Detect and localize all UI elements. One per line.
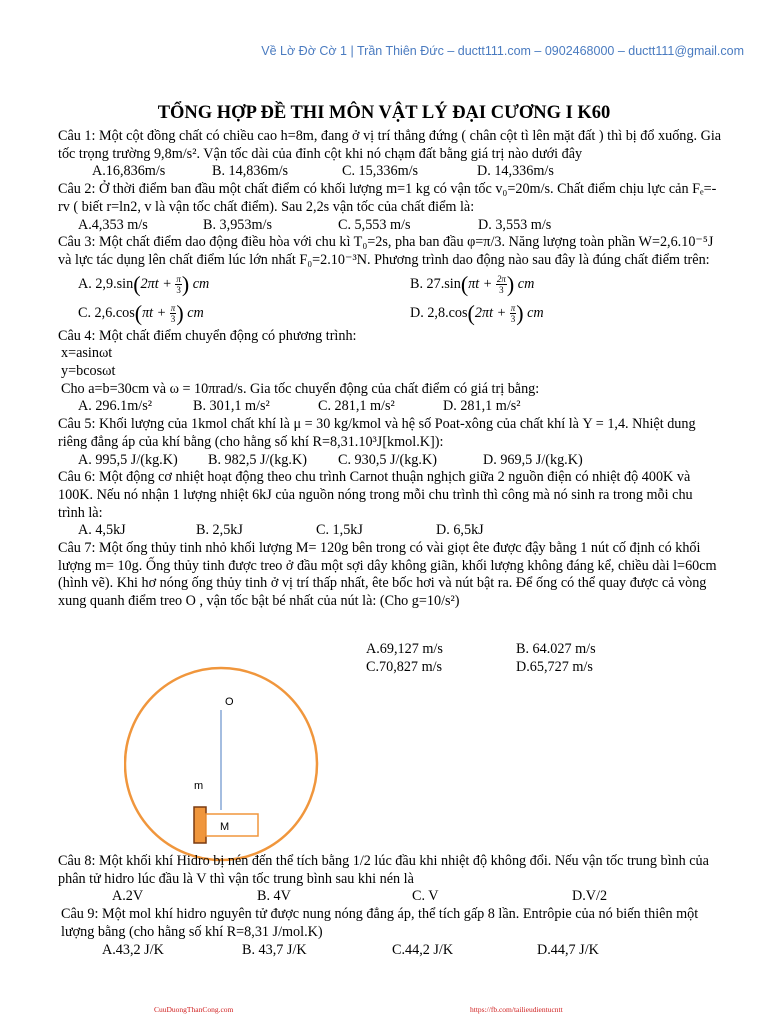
option-d: D. 969,5 J/(kg.K)	[483, 451, 583, 468]
question-7-text: Câu 7: Một ống thủy tinh nhỏ khối lượng M= 120g bên trong có vài giọt ête được đậy bằng 1 nút cố định có khối lượng m= 10g. Ống thủy tinh được treo ở đầu một sợi dây không giãn, khối lượng không đáng kể, chiều dài l=60cm (hình vẽ). Khi hơ nóng ống thủy tinh ở vị trí thấp nhất, ête bốc hơi và nút bật ra. Để ống có thể quay được cả vòng xung quanh điểm treo O , vận tốc bật bé nhất của nút là: (Cho g=10/s²)	[58, 540, 717, 610]
option-b: B. 3,953m/s	[203, 216, 272, 233]
option-b: B. 982,5 J/(kg.K)	[208, 451, 307, 468]
option-a: A.43,2 J/K	[102, 941, 164, 958]
questions-block	[58, 128, 722, 611]
option-b: B. 64.027 m/s	[516, 641, 596, 657]
label-m: m	[194, 780, 204, 792]
option-c: C.70,827 m/s	[366, 658, 443, 675]
option-c: C. 15,336m/s	[342, 163, 419, 180]
question-6-text: Câu 6: Một động cơ nhiệt hoạt động theo chu trình Carnot thuận nghịch giữa 2 nguồn điện có nhiệt độ 400K và 100K. Nếu nó nhận 1 lượng nhiệt 6kJ của nguồn nóng trong mỗi chu trình thì công mà nó sinh ra trong mỗi chu trình là:	[58, 469, 693, 521]
pendulum-diagram	[124, 652, 354, 882]
option-a: A.16,836m/s	[92, 163, 166, 180]
question-9-options	[58, 942, 722, 960]
question-5-text: Câu 5: Khối lượng của 1kmol chất khí là μ = 30 kg/kmol và hệ số Poat-xông của chất khí là Υ = 1,4. Nhiệt dung riêng đẳng áp của khí bằng (cho hằng số khí R=8,31.10³J[kmol.K]):	[58, 416, 696, 450]
option-c: C. V	[412, 888, 439, 905]
question-3-text: Câu 3: Một chất điểm dao động điều hòa với chu kì T₀=2s, pha ban đầu φ=π/3. Năng lượng toàn phần W=2,6.10⁻⁵J và lực tác dụng lên chất điểm lúc lớn nhất F₀=2.10⁻³N. Phương trình dao động nào sau đây là đúng chất điểm trên:	[58, 234, 714, 268]
option-c: C. 281,1 m/s²	[318, 398, 395, 415]
question-1-text: Câu 1: Một cột đồng chất có chiều cao h=8m, đang ở vị trí thẳng đứng ( chân cột tì lên mặt đất ) thì bị đổ xuống. Gia tốc trọng trường 9,8m/s². Vận tốc dài của đỉnh cột khi nó chạm đất bằng giá trị nào dưới đây	[58, 128, 722, 162]
option-d: D.44,7 J/K	[537, 941, 599, 958]
question-7-options	[366, 641, 666, 676]
option-b: B. 301,1 m/s²	[193, 398, 270, 415]
option-c: C. 930,5 J/(kg.K)	[338, 451, 437, 468]
footer-right: https://fb.com/tailieudientucntt	[470, 1005, 563, 1014]
option-a: A.2V	[112, 888, 144, 905]
question-1-options	[58, 163, 722, 181]
option-a: A.69,127 m/s	[366, 641, 443, 657]
question-4-options	[58, 398, 722, 416]
option-b: B. 43,7 J/K	[242, 941, 307, 958]
option-a: A. 4,5kJ	[78, 522, 126, 539]
option-c: C.44,2 J/K	[392, 941, 454, 958]
option-a: A. 995,5 J/(kg.K)	[78, 451, 178, 468]
option-c: C. 5,553 m/s	[338, 216, 411, 233]
option-b: B. 14,836m/s	[212, 163, 289, 180]
option-d: D. 2,8.cos(2πt + $\frac{\pi}{3}$ ) cm	[410, 300, 544, 326]
question-4-given: Cho a=b=30cm và ω = 10πrad/s. Gia tốc chuyển động của chất điểm có giá trị bằng:	[61, 380, 540, 397]
question-2-options	[58, 217, 722, 235]
question-5-options	[58, 452, 722, 470]
page-header: Về Lờ Đờ Cờ 1 | Trần Thiên Đức – ductt111.com – 0902468000 – ductt111@gmail.com	[261, 44, 744, 58]
question-6-options	[58, 522, 722, 540]
option-c: C. 1,5kJ	[316, 522, 363, 539]
option-c: C. 2,6.cos(πt + $\frac{\pi}{3}$ ) cm	[78, 300, 204, 326]
option-b: B. 4V	[257, 888, 291, 905]
question-8-options	[58, 888, 722, 906]
option-d: D. 3,553 m/s	[478, 216, 552, 233]
question-3-options-row-1	[58, 270, 722, 299]
questions-block-2	[58, 853, 722, 959]
label-o: O	[225, 696, 234, 708]
option-a: A. 296.1m/s²	[78, 398, 153, 415]
stopper	[194, 807, 206, 843]
question-8-text: Câu 8: Một khối khí Hidro bị nén đến thể tích bằng 1/2 lúc đầu khi nhiệt độ không đổi. Nếu vận tốc trung bình của phân tử hidro lúc đầu là V thì vận tốc trung bình sau khi nén là	[58, 853, 709, 887]
glass-tube	[206, 814, 258, 836]
question-4-text: Câu 4: Một chất điểm chuyển động có phương trình:	[58, 327, 357, 344]
option-d: D. 281,1 m/s²	[443, 398, 521, 415]
option-a: A.4,353 m/s	[78, 216, 148, 233]
footer-left: CuuDuongThanCong.com	[154, 1005, 234, 1014]
option-b: B. 27.sin(πt + $\frac{2\pi}{3}$ ) cm	[410, 271, 535, 297]
option-d: D. 14,336m/s	[477, 163, 554, 180]
equation-y: y=bcosωt	[61, 363, 116, 380]
label-M: M	[220, 821, 230, 833]
option-d: D. 6,5kJ	[436, 522, 484, 539]
question-3-options-row-2	[58, 299, 722, 328]
page-title: TỔNG HỢP ĐỀ THI MÔN VẬT LÝ ĐẠI CƯƠNG I K60	[157, 103, 611, 123]
option-b: B. 2,5kJ	[196, 522, 243, 539]
equation-x: x=asinωt	[61, 345, 113, 362]
option-d: D.65,727 m/s	[516, 658, 593, 675]
question-2-text: Câu 2: Ở thời điểm ban đầu một chất điểm có khối lượng m=1 kg có vận tốc v₀=20m/s. Chất điểm chịu lực cản Fₑ=-rv ( biết r=ln2, v là vận tốc chất điểm). Sau 2,2s vận tốc của chất điểm là:	[58, 181, 717, 215]
question-9-text: Câu 9: Một mol khí hidro nguyên tử được nung nóng đẳng áp, thể tích gấp 8 lần. Entrôpie của nó biến thiên một lượng bằng (cho hằng số khí R=8,31 J/mol.K)	[61, 906, 699, 940]
option-a: A. 2,9.sin(2πt + $\frac{\pi}{3}$ ) cm	[78, 271, 210, 297]
option-d: D.V/2	[572, 888, 608, 905]
